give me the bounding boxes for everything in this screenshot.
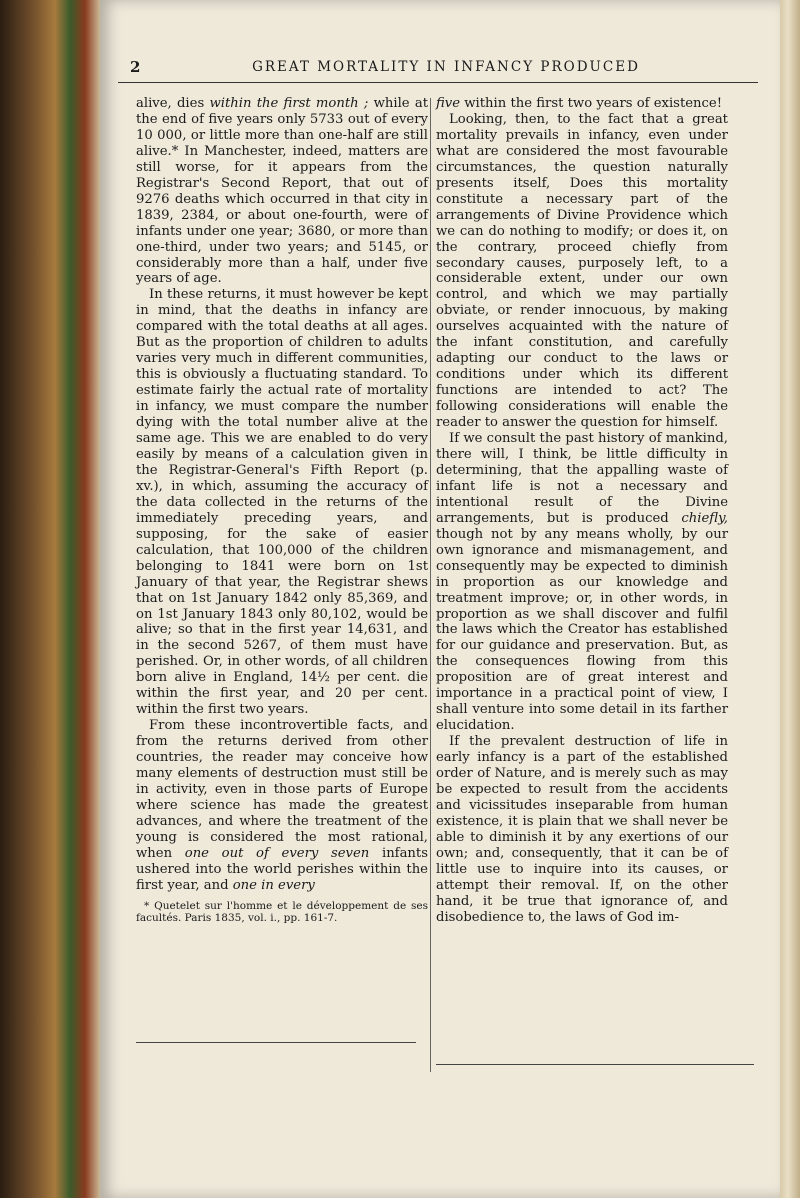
text-run: alive, dies: [136, 96, 210, 111]
text-run: within the first two years of existence!: [460, 96, 723, 111]
emphasis-run: chiefly,: [681, 510, 728, 526]
right-column: [436, 96, 728, 926]
emphasis-run: within the first month ;: [209, 96, 369, 111]
footnote-rule: [136, 1042, 416, 1043]
running-head: GREAT MORTALITY IN INFANCY PRODUCED: [252, 59, 640, 75]
right-paragraph-1: [436, 96, 728, 112]
footnote: * Quetelet sur l'homme et le développement de ses facultés. Paris 1835, vol. i., pp. 161-7.: [136, 899, 428, 924]
book-binding-left: [0, 0, 100, 1198]
left-column: [136, 96, 428, 924]
header-rule: [118, 82, 758, 83]
column-divider: [430, 98, 431, 1072]
left-paragraph-3: [136, 718, 428, 893]
right-paragraph-4: If the prevalent destruction of life in early infancy is a part of the established order of Nature, and is merely such as may be expected to result from the accidents and vicissitudes inseparable from human existence, it is plain that we shall never be able to diminish it by any exertions of our own; and, consequently, that it can be of little use to inquire into its causes, or attempt their removal. If, on the other hand, it be true that ignorance of, and disobedience to, the laws of God im-: [436, 734, 728, 925]
book-edge-right: [780, 0, 800, 1198]
page-header: [130, 58, 750, 80]
emphasis-run: one out of every seven: [184, 845, 370, 861]
bottom-rule: [436, 1064, 754, 1065]
left-paragraph-1: [136, 96, 428, 287]
text-run: If we consult the past history of mankind, there will, I think, be little difficulty in determining, that the appalling waste of infant life is not a necessary and intentional result of the Divine arrangements, but is produced: [436, 431, 728, 526]
emphasis-run: five: [436, 96, 461, 111]
text-run: while at the end of five years only 5733 out of every 10 000, or little more than one-half are still alive.* In Manchester, indeed, matters are still worse, for it appears from the Registrar's Second Report, that out of 9276 deaths which occurred in that city in 1839, 2384, or about one-fourth, were of infants under one year; 3680, or more than one-third, under two years; and 5145, or considerably more than a half, under five years of age.: [136, 96, 428, 287]
text-run: infants ushered into the world perishes within the first year, and: [136, 845, 428, 893]
right-paragraph-3: [436, 431, 728, 734]
page-number: 2: [130, 58, 141, 76]
text-run: From these incontrovertible facts, and from the returns derived from other countries, the reader may conceive how many elements of destruction must still be in activity, even in those parts of Europe where science has made the greatest advances, and where the treatment of the young is considered the most rational, when: [136, 718, 428, 861]
text-run: though not by any means wholly, by our own ignorance and mismanagement, and consequently may be expected to diminish in proportion as our knowledge and treatment improve; or, in other words, in proportion as we shall discover and fulfil the laws which the Creator has established for our guidance and preservation. But, as the consequences flowing from this proposition are of great interest and importance in a practical point of view, I shall venture into some detail in its farther elucidation.: [436, 526, 728, 734]
right-paragraph-2: Looking, then, to the fact that a great mortality prevails in infancy, even under what are considered the most favourable circumstances, the question naturally presents itself, Does this mortality constitute a necessary part of the arrangements of Divine Providence which we can do nothing to modify; or does it, on the contrary, proceed chiefly from secondary causes, purposely left, to a considerable extent, under our own control, and which we may partially obviate, or render innocuous, by making ourselves acquainted with the nature of the infant constitution, and carefully adapting our conduct to the laws or conditions under which its different functions are intended to act? The following considerations will enable the reader to answer the question for himself.: [436, 111, 728, 431]
emphasis-run: one in every: [232, 877, 315, 893]
left-paragraph-2: In these returns, it must however be kept in mind, that the deaths in infancy are compared with the total deaths at all ages. But as the proportion of children to adults varies very much in different communities, this is obviously a fluctuating standard. To estimate fairly the actual rate of mortality in infancy, we must compare the number dying with the total number alive at the same age. This we are enabled to do very easily by means of a calculation given in the Registrar-General's Fifth Report (p. xv.), in which, assuming the accuracy of the data collected in the returns of the immediately preceding years, and supposing, for the sake of easier calculation, that 100,000 of the children belonging to 1841 were born on 1st January of that year, the Registrar shews that on 1st January 1842 only 85,369, and on 1st January 1843 only 80,102, would be alive; so that in the first year 14,631, and in the second 5267, of them must have perished. Or, in other words, of all children born alive in England, 14½ per cent. die within the first year, and 20 per cent. within the first two years.: [136, 287, 428, 718]
